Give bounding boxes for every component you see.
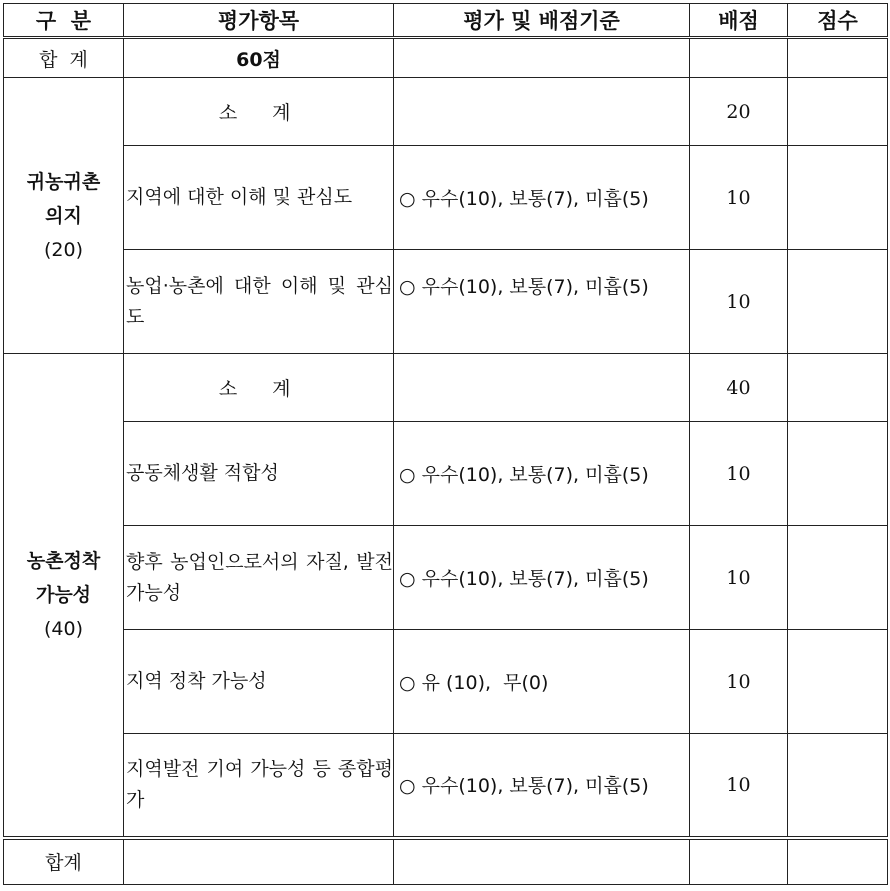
group1-subtotal-points: 20 (690, 78, 788, 146)
item-score-cell[interactable] (788, 734, 888, 838)
evaluation-item: 공동체생활 적합성 (124, 422, 394, 526)
bottom-total-criteria (394, 838, 690, 885)
item-score-cell[interactable] (788, 630, 888, 734)
group2-subtotal-label: 소 계 (124, 354, 394, 422)
table-row (4, 734, 888, 838)
evaluation-item: 지역발전 기여 가능성 등 종합평가 (124, 734, 394, 838)
group2-subtotal-score[interactable] (788, 354, 888, 422)
total-criteria (394, 38, 690, 78)
item-score-cell[interactable] (788, 422, 888, 526)
group2-category-line2: 가능성 (35, 583, 92, 606)
evaluation-criteria: ○ 우수(10), 보통(7), 미흡(5) (394, 734, 690, 838)
header-category: 구 분 (4, 4, 124, 38)
evaluation-table (3, 3, 888, 885)
evaluation-item: 지역 정착 가능성 (124, 630, 394, 734)
bottom-total-score-cell[interactable] (788, 838, 888, 885)
evaluation-criteria: ○ 우수(10), 보통(7), 미흡(5) (394, 146, 690, 250)
bottom-total-label: 합계 (4, 838, 124, 885)
header-points: 배점 (690, 4, 788, 38)
item-points: 10 (690, 146, 788, 250)
total-score-cell[interactable] (788, 38, 888, 78)
evaluation-criteria: ○ 유 (10), 무(0) (394, 630, 690, 734)
group2-subtotal-points: 40 (690, 354, 788, 422)
table-row (4, 250, 888, 354)
item-points: 10 (690, 422, 788, 526)
group1-subtotal-label: 소 계 (124, 78, 394, 146)
item-score-cell[interactable] (788, 146, 888, 250)
group1-subtotal-criteria (394, 78, 690, 146)
item-score-cell[interactable] (788, 526, 888, 630)
group2-subtotal-row (4, 354, 888, 422)
group1-category (4, 78, 124, 354)
total-label: 합 계 (4, 38, 124, 78)
group1-subtotal-row (4, 78, 888, 146)
total-item: 60점 (124, 38, 394, 78)
table-row (4, 422, 888, 526)
header-criteria: 평가 및 배점기준 (394, 4, 690, 38)
bottom-total-row (4, 838, 888, 885)
bottom-total-points (690, 838, 788, 885)
group2-category-score: (40) (43, 617, 83, 640)
evaluation-criteria: ○ 우수(10), 보통(7), 미흡(5) (394, 526, 690, 630)
item-score-cell[interactable] (788, 250, 888, 354)
header-row (4, 4, 888, 38)
evaluation-item: 향후 농업인으로서의 자질, 발전 가능성 (124, 526, 394, 630)
table-row (4, 526, 888, 630)
header-item: 평가항목 (124, 4, 394, 38)
evaluation-item: 지역에 대한 이해 및 관심도 (124, 146, 394, 250)
bottom-total-item (124, 838, 394, 885)
item-points: 10 (690, 734, 788, 838)
evaluation-criteria: ○ 우수(10), 보통(7), 미흡(5) (394, 250, 690, 354)
group2-category-line1: 농촌정착 (26, 549, 101, 572)
group1-category-line1: 귀농귀촌 (26, 170, 101, 193)
item-points: 10 (690, 526, 788, 630)
group2-category (4, 354, 124, 838)
evaluation-item: 농업·농촌에 대한 이해 및 관심도 (124, 250, 394, 354)
group2-subtotal-criteria (394, 354, 690, 422)
header-score: 점수 (788, 4, 888, 38)
total-points (690, 38, 788, 78)
evaluation-criteria: ○ 우수(10), 보통(7), 미흡(5) (394, 422, 690, 526)
group1-subtotal-score[interactable] (788, 78, 888, 146)
group1-category-line2: 의지 (45, 204, 82, 227)
item-points: 10 (690, 630, 788, 734)
total-row (4, 38, 888, 78)
table-row (4, 146, 888, 250)
group1-category-score: (20) (43, 238, 83, 261)
table-row (4, 630, 888, 734)
item-points: 10 (690, 250, 788, 354)
